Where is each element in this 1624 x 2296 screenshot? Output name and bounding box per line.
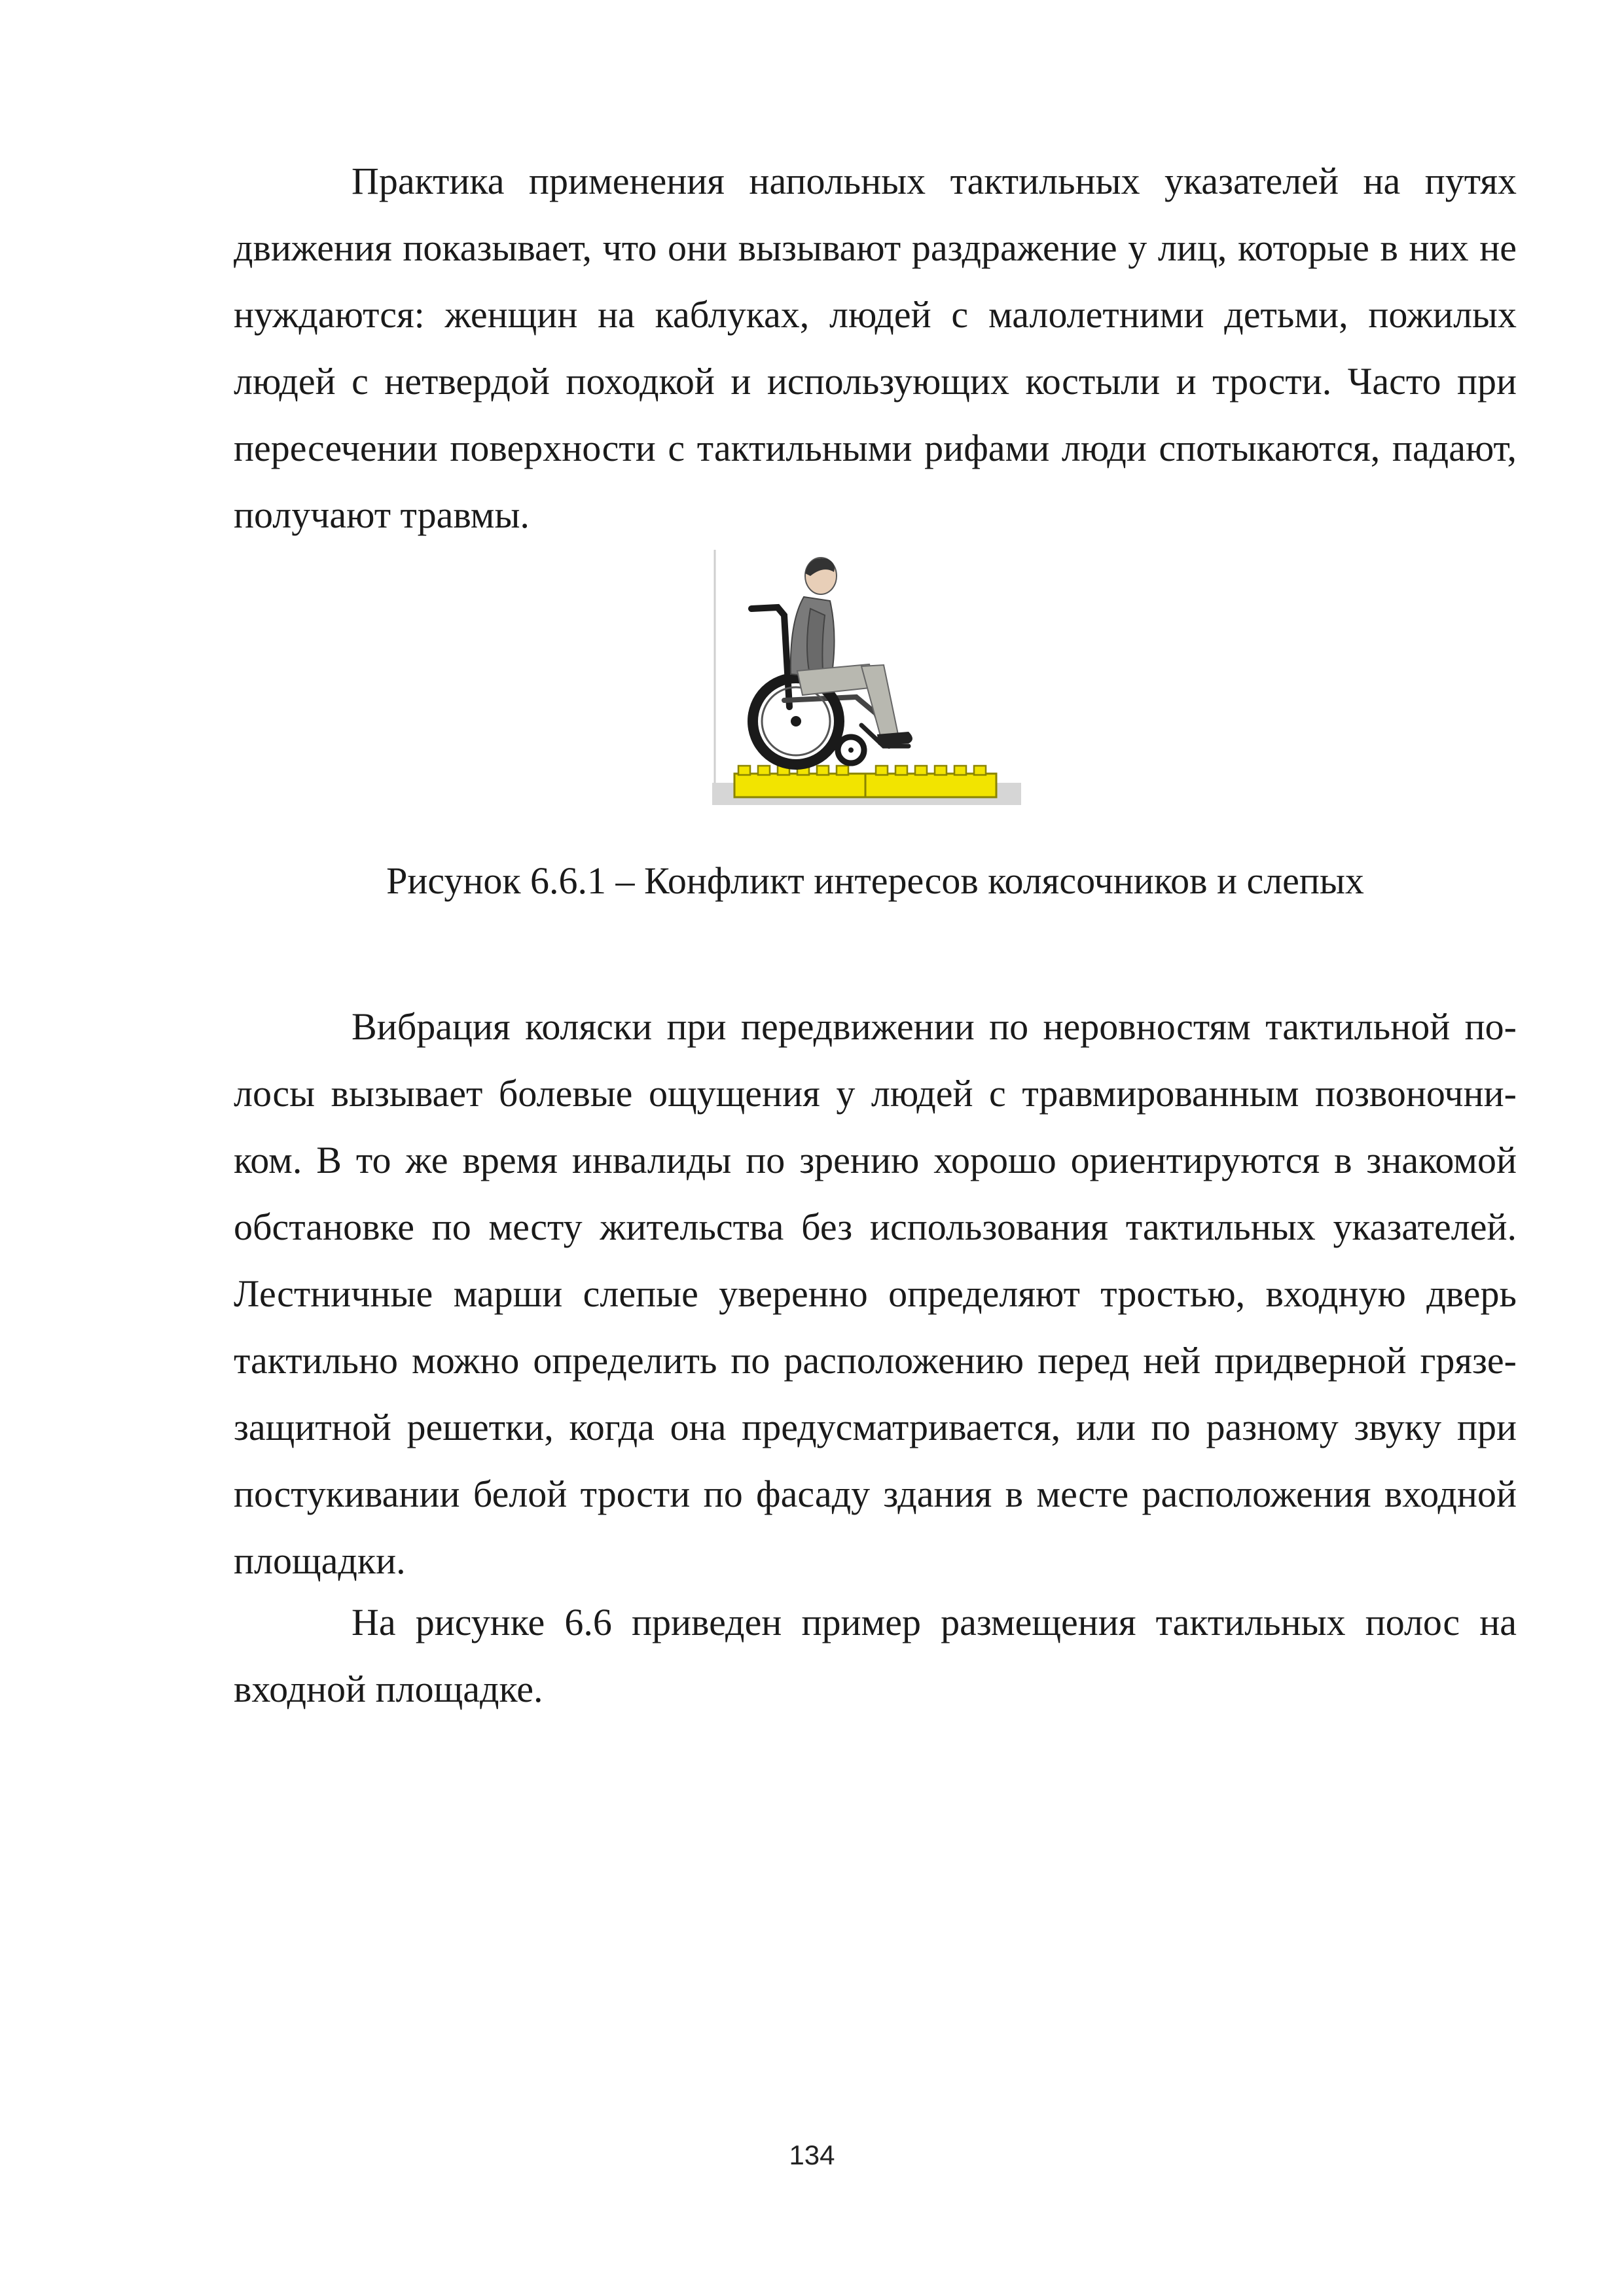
figure-caption: Рисунок 6.6.1 – Конфликт интересов колясочников и слепых xyxy=(386,859,1364,902)
figure-wheelchair-tactile xyxy=(712,550,1026,812)
paragraph-2: Вибрация коляски при передвижении по неровностям тактильной полосы вызывает болевые ощущения у людей с травмированным позвоночником. В то же время инвалиды по зрению хорошо ориентируются в знакомой обстановке по месту жительства без использования тактильных указателей. Лестничные марши слепые уверенно определяют тростью, входную дверь тактильно можно определить по расположению перед ней придверной грязезащитной решетки, когда она предусматривается, или по разному звуку при постукивании белой трости по фасаду здания в месте расположения входной площадки. xyxy=(234,1005,1517,1582)
paragraph-1: Практика применения напольных тактильных указателей на путях движения показывает, что они вызывают раздражение у лиц, которые в них не нуждаются: женщин на каблуках, людей с малолетними детьми, пожилых людей с нетвердой походкой и использующих костыли и трости. Часто при пересечении поверхности с тактильными рифами люди спотыкаются, падают, получают травмы. xyxy=(234,160,1517,536)
page-number: 134 xyxy=(789,2140,835,2170)
person-seated xyxy=(791,558,912,745)
wheelchair-on-tactile-strip-illustration xyxy=(712,550,1026,812)
tactile-strip xyxy=(734,766,996,797)
paragraph-3: На рисунке 6.6 приведен пример размещения тактильных полос на входной площадке. xyxy=(234,1601,1517,1710)
